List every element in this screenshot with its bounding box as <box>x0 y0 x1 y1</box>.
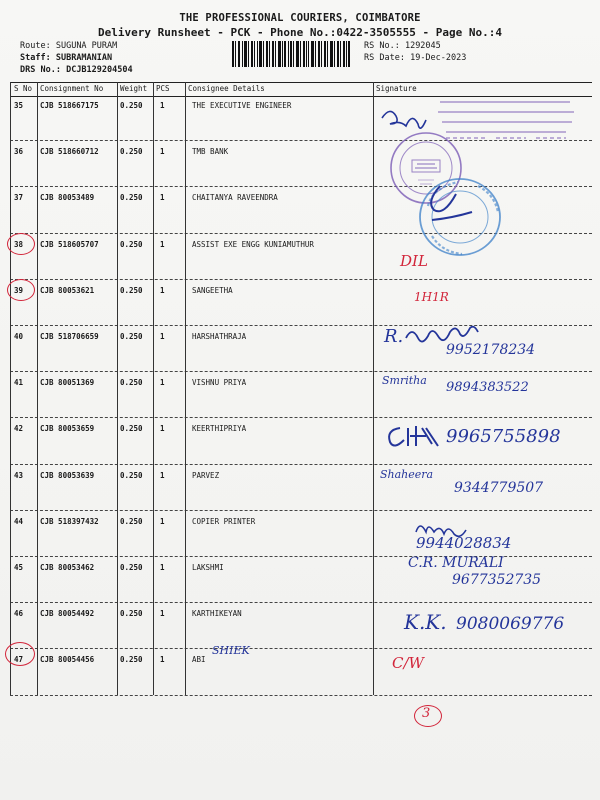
handwritten-phone-row-46: 9080069776 <box>456 614 565 634</box>
handwritten-phone-row-42: 9965755898 <box>446 426 561 447</box>
row-divider <box>10 371 592 372</box>
drs-value: DCJB129204504 <box>66 65 133 75</box>
cell-sno: 39 <box>14 285 24 295</box>
cell-pcs: 1 <box>160 147 165 157</box>
handwritten-suffix-row-47: SHIEK <box>212 644 250 657</box>
cell-consignment-no: CJB 80053489 <box>40 193 95 203</box>
cell-consignee: KARTHIKEYAN <box>192 609 242 619</box>
cell-pcs: 1 <box>160 655 165 665</box>
col-divider <box>10 82 11 695</box>
staff-line <box>20 52 112 64</box>
cell-consignment-no: CJB 80053462 <box>40 563 95 572</box>
cell-consignee: ABI <box>192 655 206 665</box>
handwritten-signature-row-46: K.K. <box>404 610 447 634</box>
drs-line <box>20 64 133 76</box>
cell-pcs: 1 <box>160 193 165 203</box>
col-header-consignment: Consignment No <box>40 84 104 93</box>
cell-weight: 0.250 <box>120 609 143 619</box>
cell-consignee: ASSIST EXE ENGG KUNIAMUTHUR <box>192 239 314 249</box>
signature-scribbles <box>380 96 510 231</box>
cell-weight: 0.250 <box>120 516 143 526</box>
row-divider <box>10 510 592 511</box>
route-value: SUGUNA PURAM <box>55 41 118 51</box>
cell-pcs: 1 <box>160 101 165 110</box>
cell-weight: 0.250 <box>120 424 143 434</box>
row-divider <box>10 464 592 465</box>
col-header-weight: Weight <box>120 84 148 93</box>
col-header-pcs: PCS <box>156 84 170 93</box>
handwritten-phone-row-40: 9952178234 <box>446 342 536 358</box>
cell-consignee: SANGEETHA <box>192 285 233 295</box>
cell-weight: 0.250 <box>120 101 143 110</box>
col-header-sno: S No <box>14 84 33 93</box>
handwritten-note-row-47: C/W <box>392 654 424 672</box>
cell-consignment-no: CJB 80053621 <box>40 285 95 295</box>
rs-no-value: 1292045 <box>404 41 441 51</box>
cell-weight: 0.250 <box>120 378 143 388</box>
cell-sno: 35 <box>14 101 24 110</box>
cell-sno: 46 <box>14 609 24 619</box>
row-divider <box>10 279 592 280</box>
col-divider <box>373 82 374 695</box>
cell-sno: 40 <box>14 332 24 341</box>
cell-weight: 0.250 <box>120 332 143 341</box>
cell-sno: 44 <box>14 516 24 526</box>
route-label: Route: <box>20 41 51 51</box>
cell-consignment-no: CJB 518706659 <box>40 332 99 341</box>
cell-weight: 0.250 <box>120 655 143 665</box>
rs-no-line <box>364 40 441 52</box>
col-divider <box>185 82 186 695</box>
cell-consignee: TMB BANK <box>192 147 229 157</box>
cell-consignment-no: CJB 518605707 <box>40 239 99 249</box>
cell-consignee: THE EXECUTIVE ENGINEER <box>192 101 292 110</box>
cell-sno: 45 <box>14 563 24 572</box>
drs-label: DRS No.: <box>20 65 61 75</box>
cell-sno: 42 <box>14 424 24 434</box>
cell-pcs: 1 <box>160 609 165 619</box>
cell-consignment-no: CJB 80053639 <box>40 470 95 480</box>
cell-weight: 0.250 <box>120 193 143 203</box>
row-divider <box>10 325 592 326</box>
row-divider <box>10 695 592 696</box>
cell-sno: 37 <box>14 193 24 203</box>
handwritten-note-row-38: DIL <box>400 252 428 270</box>
cell-consignee: PARVEZ <box>192 470 220 480</box>
rs-date-line <box>364 52 466 64</box>
rs-date-value: 19-Dec-2023 <box>410 53 467 63</box>
handwritten-signature-row-40: R. <box>384 326 404 347</box>
handwritten-name-row-45: C.R. MURALI <box>408 555 504 571</box>
cell-pcs: 1 <box>160 516 165 526</box>
cell-consignment-no: CJB 518397432 <box>40 516 99 526</box>
cell-sno: 38 <box>14 239 24 249</box>
cell-pcs: 1 <box>160 563 165 572</box>
cell-consignee: LAKSHMI <box>192 563 224 572</box>
row-divider <box>10 602 592 603</box>
cell-consignment-no: CJB 518667175 <box>40 101 99 110</box>
cell-consignee: HARSHATHRAJA <box>192 332 247 341</box>
cell-consignee: KEERTHIPRIYA <box>192 424 247 434</box>
handwritten-phone-row-41: 9894383522 <box>446 380 529 395</box>
staff-value: SUBRAMANIAN <box>55 53 113 63</box>
sno-circle-mark <box>5 642 35 666</box>
cell-pcs: 1 <box>160 239 165 249</box>
cell-consignment-no: CJB 80051369 <box>40 378 95 388</box>
rs-no-label: RS No.: <box>364 41 400 51</box>
cell-weight: 0.250 <box>120 239 143 249</box>
cell-consignment-no: CJB 80053659 <box>40 424 95 434</box>
cell-pcs: 1 <box>160 470 165 480</box>
cell-consignee: CHAITANYA RAVEENDRA <box>192 193 278 203</box>
col-header-signature: Signature <box>376 84 417 93</box>
cell-weight: 0.250 <box>120 470 143 480</box>
signature-scribble-row-42 <box>386 424 442 450</box>
cell-consignment-no: CJB 518660712 <box>40 147 99 157</box>
barcode-image <box>232 41 350 67</box>
sno-circle-mark <box>7 279 35 301</box>
row-divider <box>10 233 592 234</box>
cell-weight: 0.250 <box>120 147 143 157</box>
handwritten-note-row-39: 1H1R <box>414 290 449 304</box>
company-title: THE PROFESSIONAL COURIERS, COIMBATORE <box>179 12 421 24</box>
col-divider <box>153 82 154 695</box>
row-divider <box>10 417 592 418</box>
route-line <box>20 40 117 52</box>
cell-sno: 41 <box>14 378 24 388</box>
handwritten-phone-row-45: 9944028834 <box>416 534 512 552</box>
cell-sno: 47 <box>14 655 24 665</box>
col-header-consignee: Consignee Details <box>188 84 265 93</box>
handwritten-signature-row-43: Shaheera <box>380 468 434 481</box>
cell-pcs: 1 <box>160 378 165 388</box>
cell-consignment-no: CJB 80054492 <box>40 609 95 619</box>
cell-pcs: 1 <box>160 285 165 295</box>
runsheet-subtitle: Delivery Runsheet - PCK - Phone No.:0422-3505555 - Page No.:4 <box>98 26 502 39</box>
sno-circle-mark <box>7 233 35 255</box>
row-divider <box>10 556 592 557</box>
row-divider <box>10 648 592 649</box>
cell-weight: 0.250 <box>120 563 143 572</box>
cell-sno: 36 <box>14 147 24 157</box>
handwritten-phone2-row-45: 9677352735 <box>452 572 542 588</box>
cell-pcs: 1 <box>160 424 165 434</box>
col-divider <box>117 82 118 695</box>
handwritten-page-mark: 3 <box>422 706 431 721</box>
staff-label: Staff: <box>20 53 51 63</box>
rs-date-label: RS Date: <box>364 53 405 63</box>
cell-consignee: COPIER PRINTER <box>192 516 256 526</box>
cell-weight: 0.250 <box>120 285 143 295</box>
cell-consignee: VISHNU PRIYA <box>192 378 247 388</box>
cell-sno: 43 <box>14 470 24 480</box>
col-divider <box>37 82 38 695</box>
handwritten-signature-row-41: Smritha <box>382 374 427 387</box>
handwritten-phone-row-43: 9344779507 <box>454 480 544 496</box>
cell-pcs: 1 <box>160 332 165 341</box>
cell-consignment-no: CJB 80054456 <box>40 655 95 665</box>
